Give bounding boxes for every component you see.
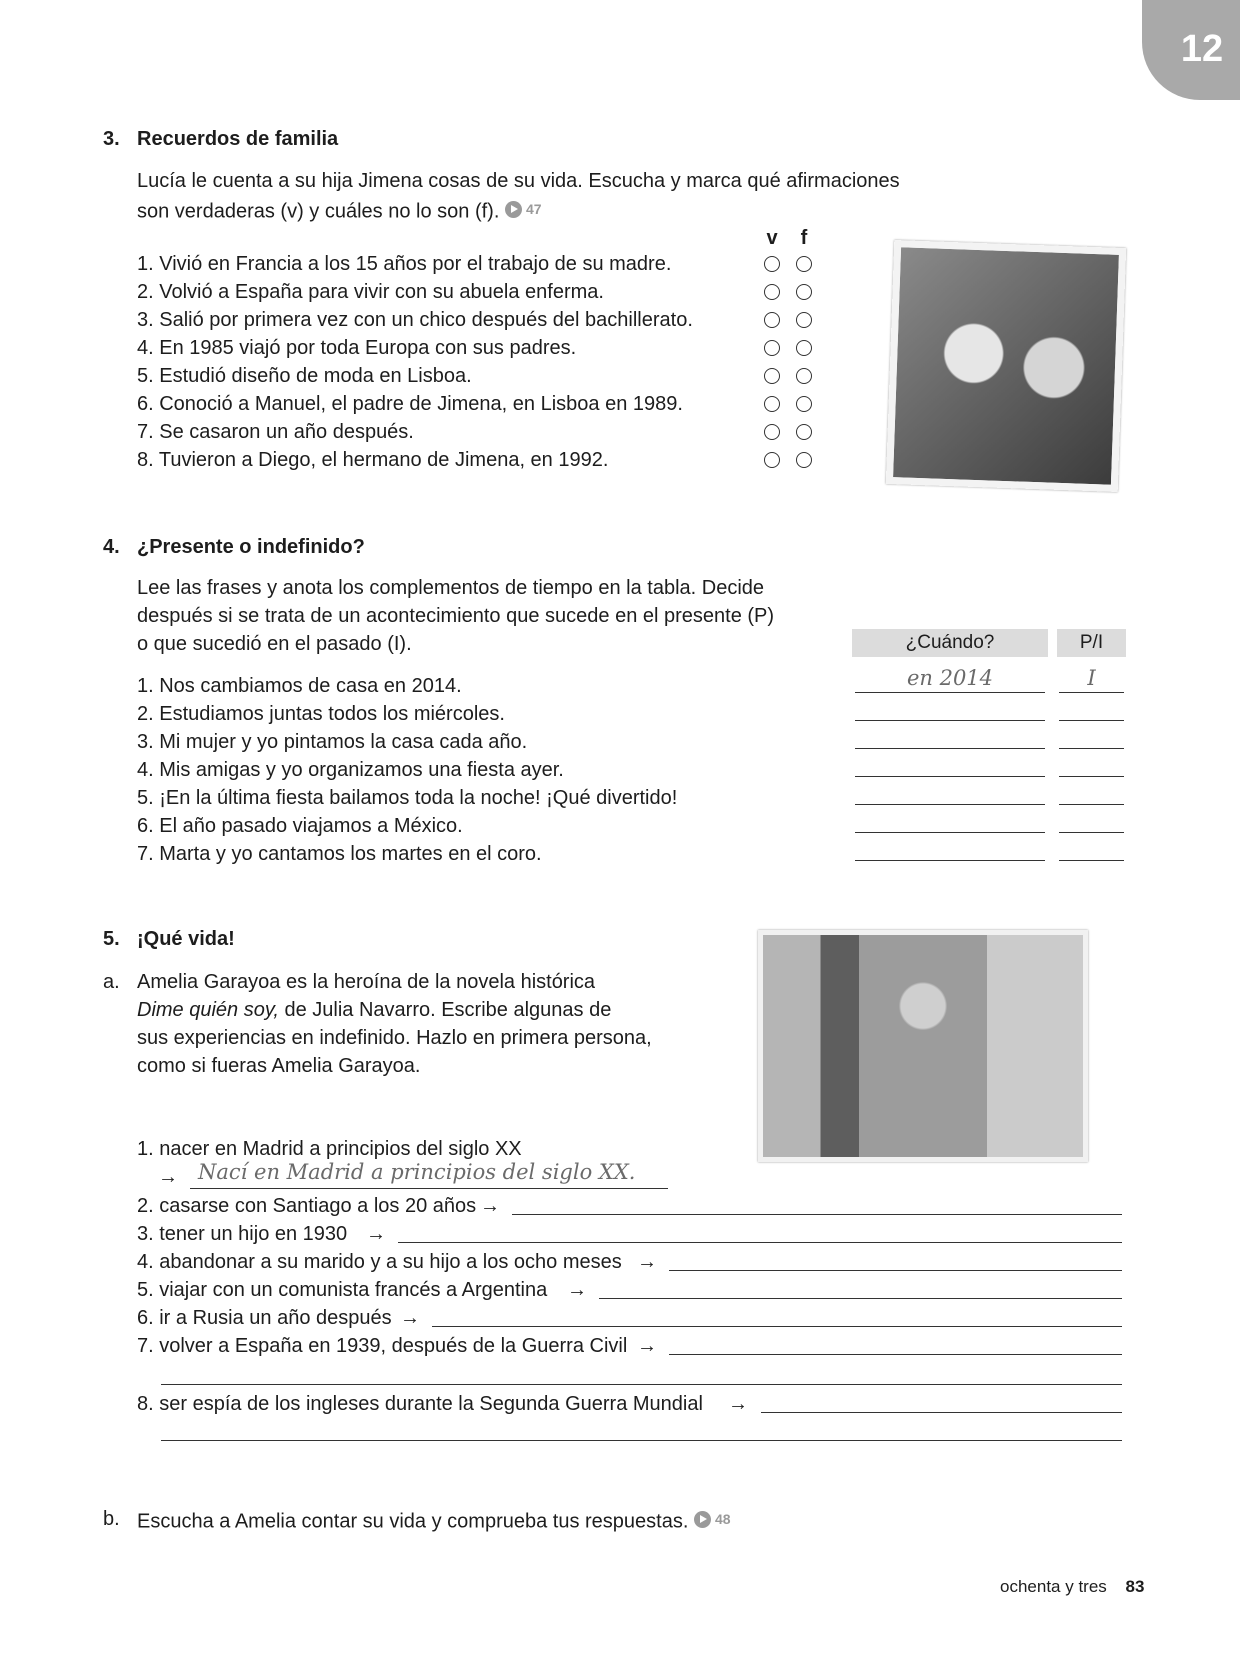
arrow-icon: →	[366, 1223, 386, 1245]
example-answer: Nací en Madrid a principios del siglo XX.	[198, 1160, 636, 1184]
arrow-icon: →	[400, 1307, 420, 1329]
answer-line[interactable]	[398, 1242, 1122, 1243]
example-pi-answer: I	[1087, 666, 1096, 690]
ex3-statement: 7. Se casaron un año después.	[137, 421, 414, 443]
ex5a-label: a.	[103, 971, 120, 993]
novel-title: Dime quién soy,	[137, 999, 279, 1021]
ex3-title: Recuerdos de familia	[137, 128, 339, 150]
cuando-answer-line[interactable]	[855, 720, 1045, 721]
ex4-title: ¿Presente o indefinido?	[137, 536, 365, 558]
true-radio[interactable]	[764, 284, 780, 300]
ex4-instruction-3: o que sucedió en el pasado (I).	[137, 633, 412, 655]
cuando-answer-line[interactable]	[855, 692, 1045, 693]
ex4-instruction-1: Lee las frases y anota los complementos de tiempo en la tabla. Decide	[137, 577, 765, 599]
ex5a-line-2: Dime quién soy, de Julia Navarro. Escribe algunas de	[137, 999, 612, 1021]
ex3-statement: 5. Estudió diseño de moda en Lisboa.	[137, 365, 472, 387]
arrow-icon: →	[480, 1195, 500, 1217]
arrow-icon: →	[728, 1393, 748, 1415]
ex3-col-v: v	[766, 227, 778, 249]
cuando-answer-line[interactable]	[855, 804, 1045, 805]
pi-answer-line[interactable]	[1059, 692, 1124, 693]
ex5a-line-1: Amelia Garayoa es la heroína de la novela histórica	[137, 971, 596, 993]
ex4-sentence: 1. Nos cambiamos de casa en 2014.	[137, 675, 462, 697]
false-radio[interactable]	[796, 256, 812, 272]
ex4-sentence: 6. El año pasado viajamos a México.	[137, 815, 463, 837]
audio-badge-48[interactable]: 48	[694, 1505, 731, 1533]
true-radio[interactable]	[764, 340, 780, 356]
answer-line[interactable]	[432, 1326, 1122, 1327]
true-radio[interactable]	[764, 256, 780, 272]
table-header-cuando: ¿Cuándo?	[852, 629, 1048, 657]
ex5-number: 5.	[103, 928, 120, 950]
page-number-words: ochenta y tres	[1000, 1577, 1107, 1596]
ex4-sentence: 2. Estudiamos juntas todos los miércoles.	[137, 703, 505, 725]
arrow-icon: →	[158, 1166, 178, 1188]
false-radio[interactable]	[796, 312, 812, 328]
cuando-answer-line[interactable]	[855, 776, 1045, 777]
false-radio[interactable]	[796, 368, 812, 384]
chapter-number: 12	[1180, 28, 1224, 70]
pi-answer-line[interactable]	[1059, 748, 1124, 749]
false-radio[interactable]	[796, 452, 812, 468]
answer-line-1[interactable]	[190, 1188, 668, 1189]
ex3-statement: 4. En 1985 viajó por toda Europa con sus padres.	[137, 337, 577, 359]
true-radio[interactable]	[764, 452, 780, 468]
ex3-col-f: f	[800, 227, 808, 249]
pi-answer-line[interactable]	[1059, 860, 1124, 861]
answer-line-8[interactable]	[761, 1412, 1122, 1413]
answer-line-8-extra[interactable]	[161, 1440, 1122, 1441]
ex3-statement: 6. Conoció a Manuel, el padre de Jimena, en Lisboa en 1989.	[137, 393, 683, 415]
ex5a-line-4: como si fueras Amelia Garayoa.	[137, 1055, 421, 1077]
true-radio[interactable]	[764, 396, 780, 412]
false-radio[interactable]	[796, 396, 812, 412]
answer-line[interactable]	[669, 1354, 1122, 1355]
ex5-item: 6. ir a Rusia un año después	[137, 1307, 392, 1329]
ex4-sentence: 7. Marta y yo cantamos los martes en el coro.	[137, 843, 542, 865]
photo-author-signing	[758, 930, 1088, 1162]
cuando-answer-line[interactable]	[855, 832, 1045, 833]
true-radio[interactable]	[764, 312, 780, 328]
page-number: 83	[1125, 1577, 1145, 1596]
pi-answer-line[interactable]	[1059, 832, 1124, 833]
answer-line[interactable]	[599, 1298, 1122, 1299]
ex4-number: 4.	[103, 536, 120, 558]
audio-badge-47[interactable]: 47	[505, 195, 542, 223]
ex5-item: 7. volver a España en 1939, después de la Guerra Civil	[137, 1335, 628, 1357]
ex3-statement: 1. Vivió en Francia a los 15 años por el trabajo de su madre.	[137, 253, 672, 275]
table-header-pi: P/I	[1057, 629, 1126, 657]
answer-line[interactable]	[669, 1270, 1122, 1271]
photo-mother-daughter	[886, 240, 1126, 492]
true-radio[interactable]	[764, 424, 780, 440]
ex4-sentence: 5. ¡En la última fiesta bailamos toda la noche! ¡Qué divertido!	[137, 787, 678, 809]
ex4-sentence: 3. Mi mujer y yo pintamos la casa cada año.	[137, 731, 528, 753]
ex5-item: 2. casarse con Santiago a los 20 años	[137, 1195, 477, 1217]
answer-line-7-extra[interactable]	[161, 1384, 1122, 1385]
example-cuando-answer: en 2014	[906, 666, 994, 690]
false-radio[interactable]	[796, 284, 812, 300]
arrow-icon: →	[637, 1251, 657, 1273]
ex5-item: 5. viajar con un comunista francés a Argentina	[137, 1279, 548, 1301]
ex3-instruction-1: Lucía le cuenta a su hija Jimena cosas de su vida. Escucha y marca qué afirmaciones	[137, 170, 900, 192]
ex3-instruction-2: son verdaderas (v) y cuáles no lo son (f). 47	[137, 195, 542, 226]
ex5-item-8: 8. ser espía de los ingleses durante la Segunda Guerra Mundial	[137, 1393, 703, 1415]
ex5b-label: b.	[103, 1508, 120, 1530]
answer-line[interactable]	[512, 1214, 1122, 1215]
ex3-number: 3.	[103, 128, 120, 150]
page-footer	[1000, 1575, 1144, 1599]
cuando-answer-line[interactable]	[855, 748, 1045, 749]
play-icon	[694, 1511, 711, 1528]
ex5-title: ¡Qué vida!	[137, 928, 235, 950]
true-radio[interactable]	[764, 368, 780, 384]
ex3-statement: 8. Tuvieron a Diego, el hermano de Jimena, en 1992.	[137, 449, 609, 471]
pi-answer-line[interactable]	[1059, 804, 1124, 805]
pi-answer-line[interactable]	[1059, 720, 1124, 721]
arrow-icon: →	[637, 1335, 657, 1357]
ex3-statement: 2. Volvió a España para vivir con su abuela enferma.	[137, 281, 604, 303]
ex5-item: 4. abandonar a su marido y a su hijo a los ocho meses	[137, 1251, 622, 1273]
ex4-sentence: 4. Mis amigas y yo organizamos una fiesta ayer.	[137, 759, 564, 781]
ex5b-text: Escucha a Amelia contar su vida y comprueba tus respuestas. 48	[137, 1505, 731, 1536]
pi-answer-line[interactable]	[1059, 776, 1124, 777]
arrow-icon: →	[567, 1279, 587, 1301]
ex5a-line-3: sus experiencias en indefinido. Hazlo en primera persona,	[137, 1027, 652, 1049]
ex4-instruction-2: después si se trata de un acontecimiento que sucede en el presente (P)	[137, 605, 775, 627]
ex3-statement: 3. Salió por primera vez con un chico después del bachillerato.	[137, 309, 693, 331]
cuando-answer-line[interactable]	[855, 860, 1045, 861]
ex5-item-1: 1. nacer en Madrid a principios del siglo XX	[137, 1138, 522, 1160]
false-radio[interactable]	[796, 424, 812, 440]
false-radio[interactable]	[796, 340, 812, 356]
ex5-item: 3. tener un hijo en 1930	[137, 1223, 348, 1245]
play-icon	[505, 201, 522, 218]
